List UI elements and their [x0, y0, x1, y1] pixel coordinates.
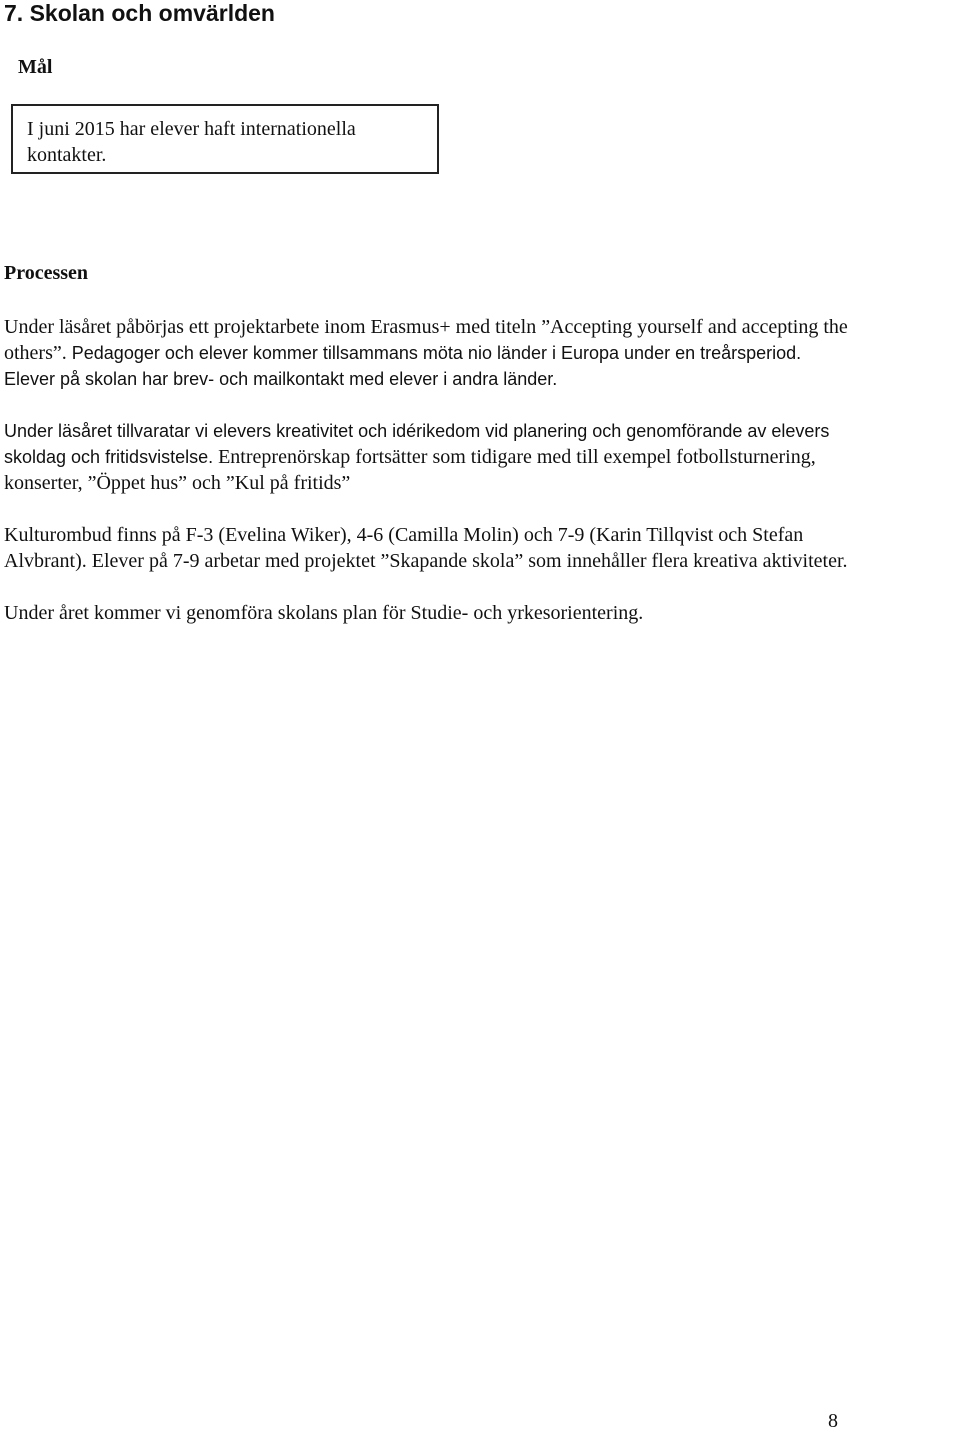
process-paragraph-3 — [4, 522, 960, 574]
process-paragraph-1 — [4, 314, 960, 392]
process-paragraph-4 — [4, 600, 960, 626]
paragraph-2-line-2 — [4, 444, 960, 470]
paragraph-2-line-1: Under läsåret tillvaratar vi elevers kreativitet och idérikedom vid planering och genomförande av elevers — [4, 421, 830, 441]
paragraph-3-line-2: Alvbrant). Elever på 7-9 arbetar med projektet ”Skapande skola” som innehåller flera kreativa aktiviteter. — [4, 550, 848, 572]
paragraph-1-line-3: Elever på skolan har brev- och mailkontakt med elever i andra länder. — [4, 369, 558, 389]
process-label: Processen — [4, 262, 89, 284]
paragraph-2-line-3: konserter, ”Öppet hus” och ”Kul på fritids” — [4, 472, 351, 494]
paragraph-2-line-2-start: skoldag och fritidsvistelse. — [4, 447, 219, 467]
goal-text-line-2: kontakter. — [27, 144, 107, 166]
paragraph-4-line-1: Under året kommer vi genomföra skolans plan för Studie- och yrkesorientering. — [4, 602, 644, 624]
goal-label: Mål — [18, 56, 53, 78]
goal-box — [11, 104, 439, 174]
paragraph-1-line-2 — [4, 340, 960, 366]
page-number: 8 — [828, 1410, 838, 1432]
paragraph-1-line-1: Under läsåret påbörjas ett projektarbete inom Erasmus+ med titeln ”Accepting yourself and accepting the — [4, 316, 848, 338]
paragraph-1-line-2-rest: Pedagoger och elever kommer tillsammans möta nio länder i Europa under en treårsperiod. — [71, 343, 802, 363]
paragraph-3-line-1: Kulturombud finns på F-3 (Evelina Wiker), 4-6 (Camilla Molin) och 7-9 (Karin Tillqvist och Stefan — [4, 524, 804, 546]
process-paragraph-2 — [4, 418, 960, 496]
goal-text-line-1: I juni 2015 har elever haft internationella — [27, 118, 356, 140]
paragraph-1-line-2-start: others”. — [4, 342, 72, 364]
paragraph-2-line-2-rest: Entreprenörskap fortsätter som tidigare med till exempel fotbollsturnering, — [218, 446, 816, 468]
page-heading: 7. Skolan och omvärlden — [4, 0, 275, 26]
